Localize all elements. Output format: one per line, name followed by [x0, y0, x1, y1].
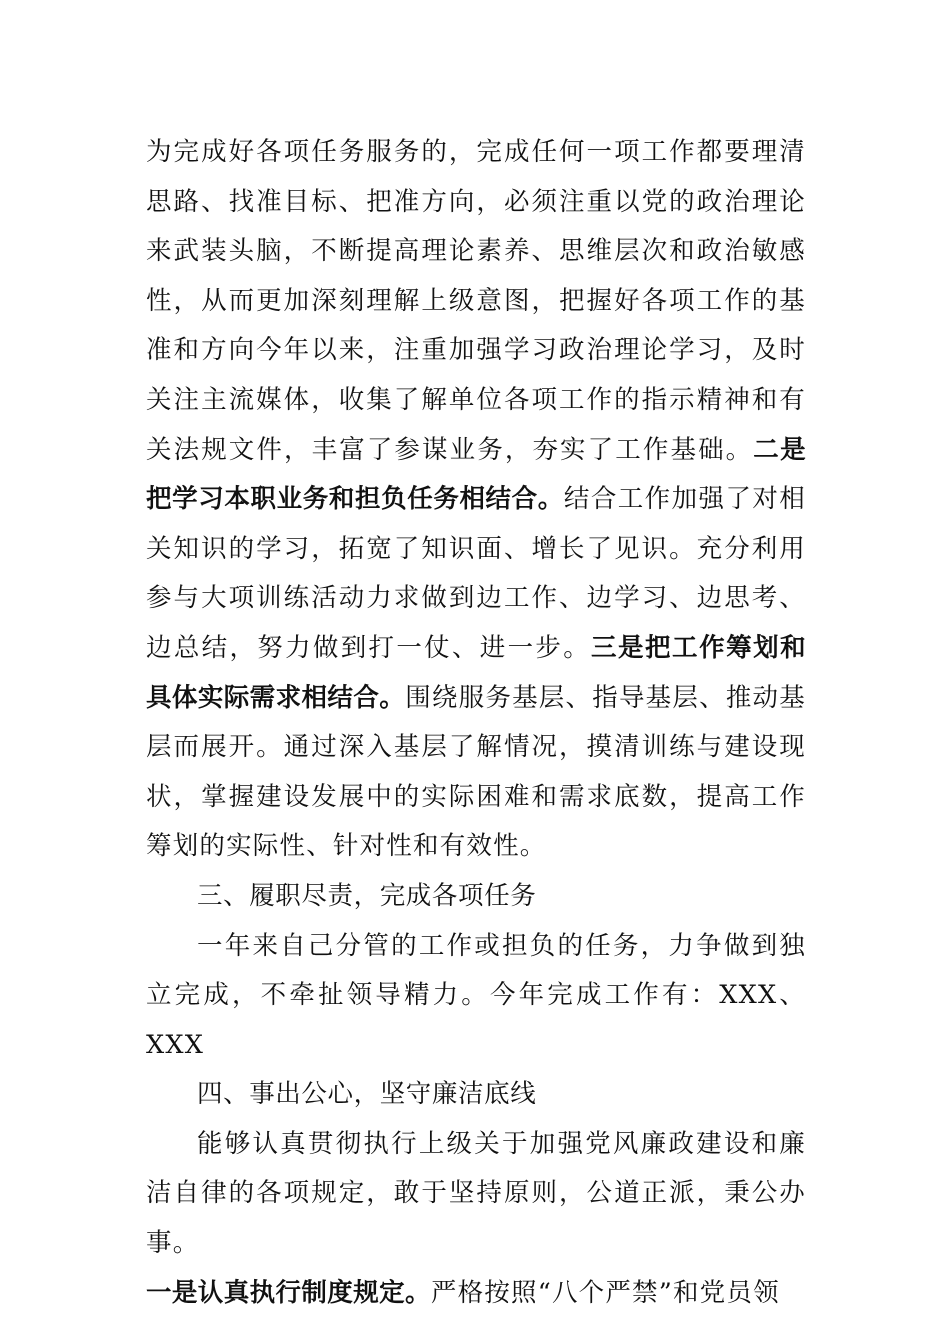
paragraph-duties: 一年来自己分管的工作或担负的任务，力争做到独立完成，不牵扯领导精力。今年完成工作有：XXX、XXX	[146, 930, 806, 1060]
paragraph-text: 为完成好各项任务服务的，完成任何一项工作都要理清思路、找准目标、把准方向，必须注重以党的政治理论来武装头脑，不断提高理论素养、思维层次和政治敏感性，从而更加深刻理解上级意图，把握好各项工作的基准和方向今年以来，注重加强学习政治理论学习，及时关注主流媒体，收集了解单位各项工作的指示精神和有关法规文件，丰富了参谋业务，夯实了工作基础。	[146, 137, 806, 465]
bold-point-three: 三是把工作筹划和具体实际需求相结合。	[146, 632, 807, 713]
bold-point-two: 二是把学习本职业务和担负任务相结合。	[146, 434, 806, 515]
paragraph-study	[146, 128, 806, 872]
paragraph-rules	[146, 1269, 806, 1319]
paragraph-text: 结合工作加强了对相关知识的学习，拓宽了知识面、增长了见识。充分利用参与大项训练活动力求做到边工作、边学习、边思考、边总结，努力做到打一仗、进一步。	[146, 484, 806, 663]
section-heading-3: 三、履职尽责，完成各项任务	[197, 880, 537, 911]
paragraph-text: 围绕服务基层、指导基层、推动基层而展开。通过深入基层了解情况，摸清训练与建设现状，掌握建设发展中的实际困难和需求底数，提高工作筹划的实际性、针对性和有效性。	[146, 682, 806, 862]
paragraph-text: 严格按照“八个严禁”和党员领	[430, 1277, 780, 1308]
bold-point-one: 一是认真执行制度规定。	[146, 1277, 431, 1308]
document-body	[146, 128, 806, 1318]
section-heading-4: 四、事出公心，坚守廉洁底线	[197, 1079, 537, 1110]
paragraph-integrity: 能够认真贯彻执行上级关于加强党风廉政建设和廉洁自律的各项规定，敢于坚持原则，公道正派，秉公办事。	[146, 1128, 806, 1259]
